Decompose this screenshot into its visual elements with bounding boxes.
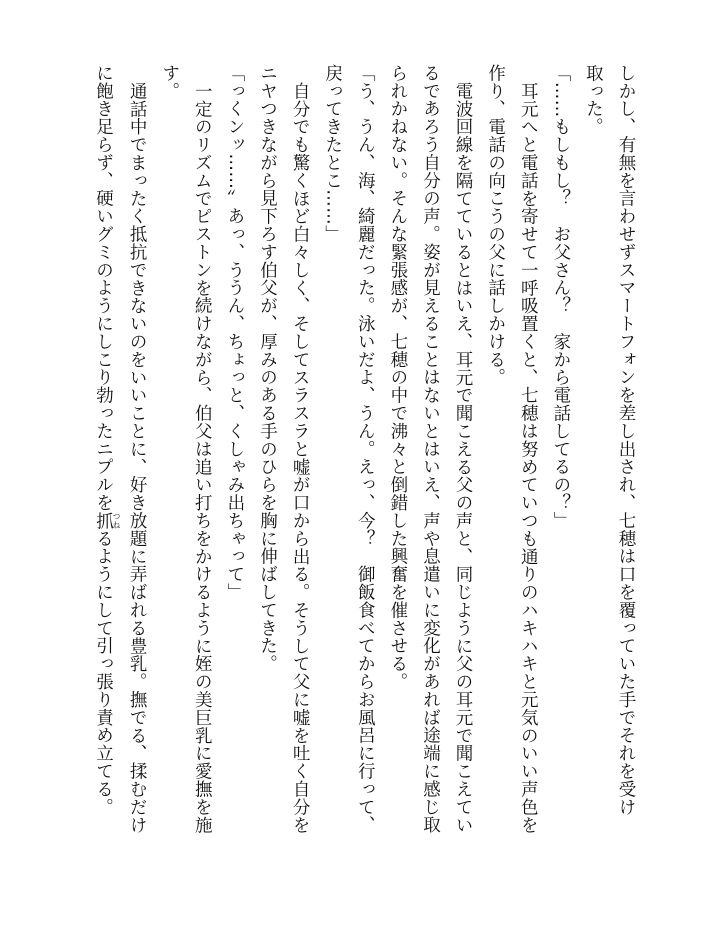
text-line: 作り、電話の向こうの父に話しかける。 bbox=[485, 64, 506, 387]
text-line: られかねない。そんな緊張感が、七穂の中で沸々と倒錯した興奮を催させる。 bbox=[387, 64, 408, 691]
text-line: 「っくンッ……〟あっ、ううん、ちょっと、くしゃみ出ちゃって」 bbox=[224, 64, 245, 601]
text-segment: るようにして引っ張り責め立てる。 bbox=[93, 529, 114, 816]
text-line: しかし、有無を言わせずスマートフォンを差し出され、七穂は口を覆っていた手でそれを受け bbox=[616, 64, 636, 816]
text-line: 通話中でまったく抵抗できないのをいいことに、好き放題に弄ばれる豊乳。撫でる、揉むだけ bbox=[127, 81, 148, 834]
text-line: 戻ってきたとこ……」 bbox=[322, 64, 343, 243]
text-line: す。 bbox=[159, 64, 180, 100]
ruby-base: 抓 bbox=[93, 511, 114, 530]
text-line: るであろう自分の声。姿が見えることはないとはいえ、声や息遣いに変化があれば途端に感じ取 bbox=[420, 64, 441, 834]
ruby-annotation bbox=[93, 511, 121, 530]
text-segment: に飽き足らず、硬いグミのようにしこり勃ったニプルを bbox=[93, 64, 114, 512]
text-line: 一定のリズムでピストンを続けながら、伯父は追い打ちをかけるように姪の美巨乳に愛撫を施 bbox=[192, 81, 213, 834]
text-line: 電波回線を隔てているとはいえ、耳元で聞こえる父の声と、同じように父の耳元で聞こえてい bbox=[453, 81, 474, 834]
ruby-reading: つね bbox=[112, 511, 121, 530]
vertical-text-body bbox=[70, 64, 642, 864]
text-line: 取った。 bbox=[583, 64, 604, 136]
text-line: 「……もしもし？ お父さん？ 家から電話してるの？」 bbox=[550, 64, 571, 530]
text-line: ニヤつきながら見下ろす伯父が、厚みのある手のひらを胸に伸ばしてきた。 bbox=[257, 64, 278, 673]
text-line-with-ruby bbox=[87, 64, 121, 864]
text-line: 「う、うん、海、綺麗だった。泳いだよ、うん。えっ、今？ 御飯食べてからお風呂に行って、 bbox=[355, 64, 376, 834]
text-line: 耳元へと電話を寄せて一呼吸置くと、七穂は努めていつも通りのハキハキと元気のいい声色を bbox=[518, 81, 539, 834]
text-line: 自分でも驚くほど白々しく、そしてスラスラと嘘が口から出る。そうして父に嘘を吐く自分を bbox=[290, 81, 311, 834]
